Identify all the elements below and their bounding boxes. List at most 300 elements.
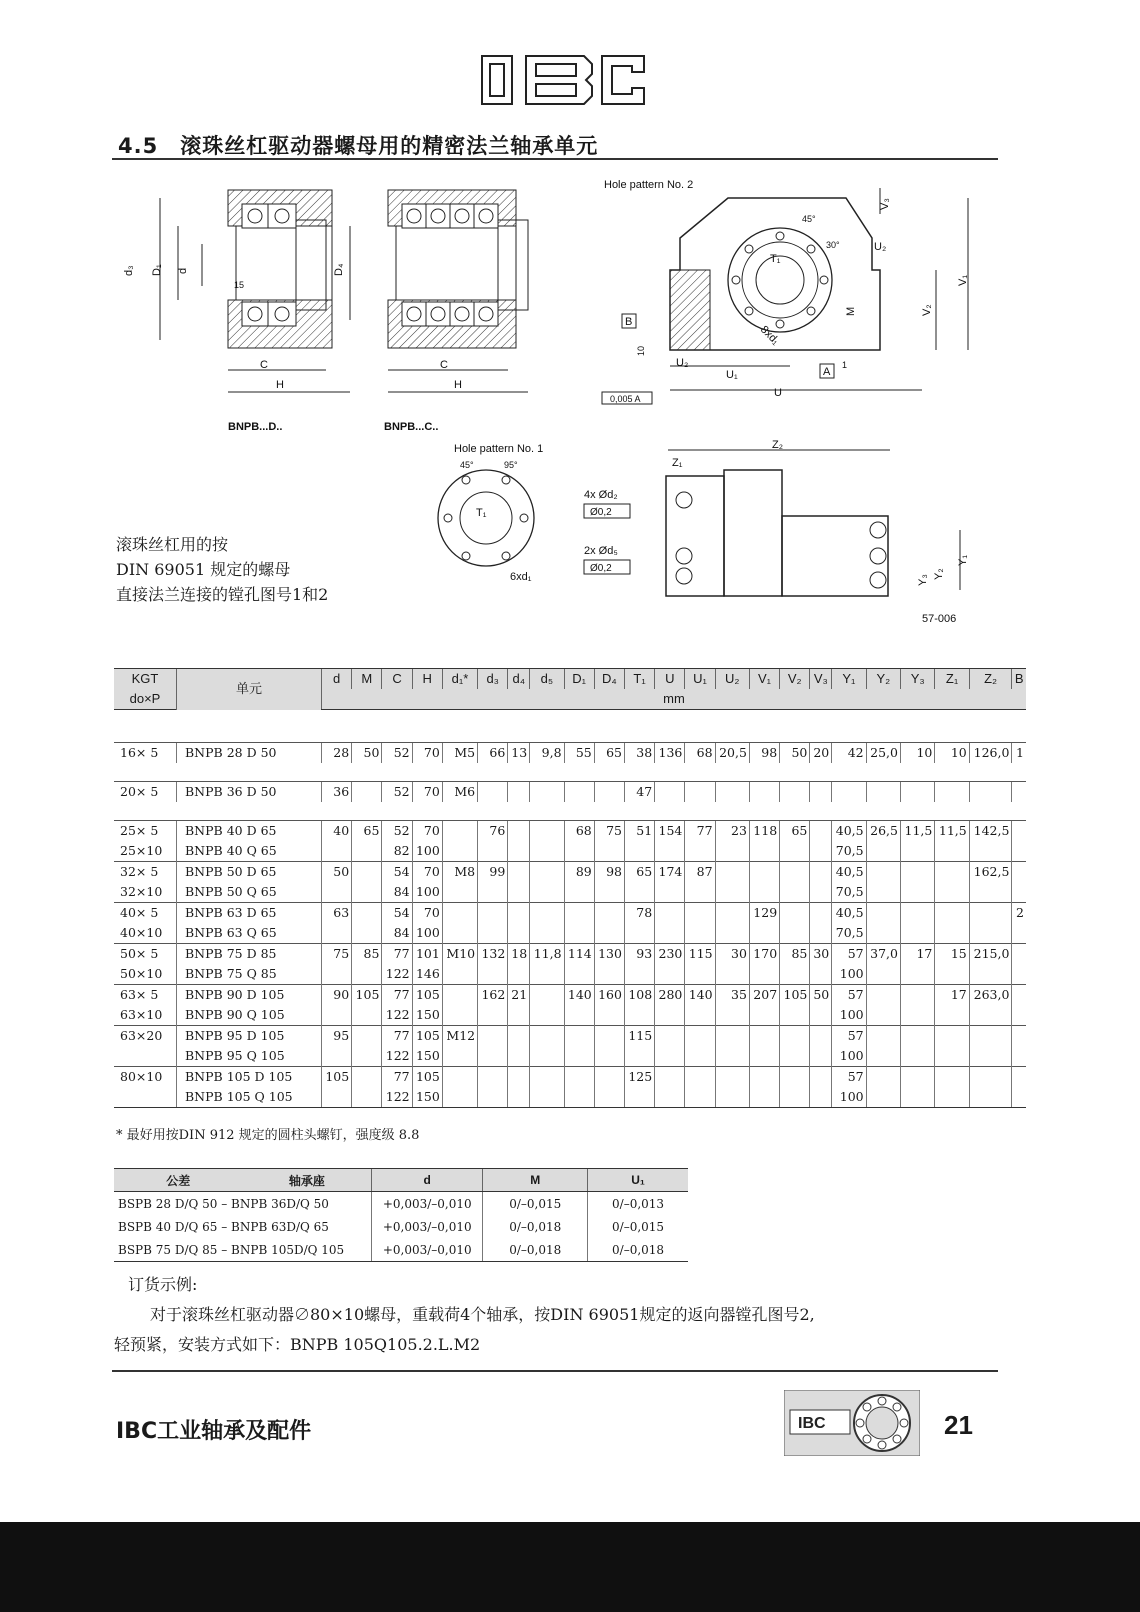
table-cell [900, 1087, 934, 1108]
table-cell [900, 1026, 934, 1047]
tol-cell: +0,003/–0,010 [372, 1192, 483, 1216]
col-header: D₁ [564, 669, 594, 690]
table-cell [594, 1005, 624, 1026]
col-header: M [352, 669, 382, 690]
drawing-housing-top [584, 439, 969, 625]
cell-unit: BNPB 75 D 85 [177, 944, 322, 965]
cell-kgt: 32× 5 [114, 862, 177, 883]
table-cell [935, 923, 969, 944]
table-cell: 150 [412, 1046, 442, 1067]
svg-text:Hole pattern No. 2: Hole pattern No. 2 [604, 179, 694, 191]
tol-cell: 0/–0,015 [483, 1192, 588, 1216]
table-cell [655, 1005, 685, 1026]
table-cell [969, 964, 1012, 985]
table-cell: 75 [322, 944, 352, 965]
table-row [114, 964, 1026, 985]
table-cell [900, 1067, 934, 1088]
svg-text:Ø0,2: Ø0,2 [590, 507, 612, 518]
table-cell [530, 821, 564, 842]
cell-kgt: 32×10 [120, 884, 163, 899]
table-row [114, 821, 1026, 842]
table-cell [594, 903, 624, 924]
svg-text:BNPB...C..: BNPB...C.. [384, 421, 439, 433]
svg-text:45°: 45° [802, 214, 816, 224]
table-cell [900, 923, 934, 944]
table-cell: 77 [382, 985, 412, 1006]
cell-unit: BNPB 95 Q 105 [177, 1046, 322, 1067]
table-spacer-row [114, 763, 1026, 782]
table-cell: 150 [412, 1087, 442, 1108]
table-cell: 100 [412, 882, 442, 903]
table-cell [442, 985, 477, 1006]
table-cell [594, 841, 624, 862]
table-row [114, 862, 1026, 883]
table-cell: 77 [382, 1026, 412, 1047]
table-cell: 150 [412, 1005, 442, 1026]
cell-kgt: 63×10 [120, 1007, 163, 1022]
table-cell [564, 1087, 594, 1108]
table-cell: 105 [780, 985, 810, 1006]
table-cell [810, 1026, 832, 1047]
table-cell [866, 1087, 900, 1108]
table-cell [564, 964, 594, 985]
table-spacer-row [114, 802, 1026, 821]
table-cell [810, 1005, 832, 1026]
table-cell: M10 [442, 944, 477, 965]
table-cell: 77 [382, 944, 412, 965]
table-cell [508, 1067, 530, 1088]
cell-unit: BNPB 90 D 105 [177, 985, 322, 1006]
table-cell [969, 782, 1012, 803]
table-row [114, 1005, 1026, 1026]
table-cell: 70 [412, 903, 442, 924]
cell-unit: BNPB 90 Q 105 [177, 1005, 322, 1026]
table-cell [624, 841, 654, 862]
table-cell [749, 1046, 779, 1067]
table-cell: 54 [382, 862, 412, 883]
table-cell [969, 882, 1012, 903]
svg-text:1: 1 [842, 360, 848, 370]
table-cell [594, 923, 624, 944]
table-cell [685, 1087, 715, 1108]
table-cell: 50 [322, 862, 352, 883]
table-cell [508, 1046, 530, 1067]
table-cell [352, 1067, 382, 1088]
table-cell [594, 782, 624, 803]
table-cell [442, 1067, 477, 1088]
table-cell [866, 882, 900, 903]
table-cell [655, 1046, 685, 1067]
table-cell [478, 782, 508, 803]
table-cell: 76 [478, 821, 508, 842]
table-cell [935, 1026, 969, 1047]
table-cell: 95 [322, 1026, 352, 1047]
table-cell: 99 [478, 862, 508, 883]
svg-text:C: C [260, 359, 268, 371]
table-cell: 263,0 [969, 985, 1012, 1006]
cell-kgt: 25× 5 [114, 821, 177, 842]
col-header: V₂ [780, 669, 810, 690]
cell-unit: BNPB 28 D 50 [177, 743, 322, 764]
svg-text:0,005 A: 0,005 A [610, 394, 641, 404]
col-header: Y₁ [832, 669, 866, 690]
table-cell [969, 1046, 1012, 1067]
svg-text:M: M [845, 306, 857, 316]
table-cell [749, 782, 779, 803]
col-kgt: KGT [114, 669, 177, 690]
table-cell [1012, 882, 1026, 903]
ibc-logo [478, 50, 648, 110]
table-cell [866, 923, 900, 944]
table-cell [866, 985, 900, 1006]
table-cell [780, 923, 810, 944]
table-cell [780, 862, 810, 883]
table-cell [478, 964, 508, 985]
table-cell: 207 [749, 985, 779, 1006]
svg-text:V₁: V₁ [957, 274, 969, 286]
table-cell [749, 923, 779, 944]
table-cell [866, 964, 900, 985]
table-row [114, 743, 1026, 764]
svg-text:Y₂: Y₂ [933, 568, 945, 580]
tol-col-m: M [483, 1169, 588, 1192]
table-cell [442, 923, 477, 944]
table-cell [969, 1005, 1012, 1026]
table-cell: 122 [382, 1087, 412, 1108]
table-cell: 52 [382, 782, 412, 803]
table-cell: 215,0 [969, 944, 1012, 965]
svg-text:D₁: D₁ [151, 264, 163, 276]
tol-cell: 0/–0,018 [483, 1215, 588, 1238]
table-cell [478, 1026, 508, 1047]
page-number: 21 [944, 1410, 973, 1440]
table-cell [1012, 821, 1026, 842]
table-cell [935, 964, 969, 985]
table-cell [442, 882, 477, 903]
table-cell [478, 1087, 508, 1108]
cell-kgt: 80×10 [114, 1067, 177, 1088]
table-cell [685, 1067, 715, 1088]
table-cell [715, 841, 749, 862]
footer-logo-text: IBC [798, 1415, 826, 1432]
table-cell: 70 [412, 782, 442, 803]
svg-text:95°: 95° [504, 460, 518, 470]
table-cell [685, 903, 715, 924]
table-cell [352, 964, 382, 985]
table-cell: 28 [322, 743, 352, 764]
svg-text:H: H [276, 379, 284, 391]
table-cell [564, 882, 594, 903]
col-header: d₄ [508, 669, 530, 690]
table-cell: 105 [412, 1026, 442, 1047]
table-cell: 50 [780, 743, 810, 764]
drawing-bnpb-c [384, 190, 528, 433]
footer-rule [112, 1370, 998, 1372]
table-cell: 36 [322, 782, 352, 803]
table-cell [478, 1005, 508, 1026]
table-cell: 47 [624, 782, 654, 803]
table-cell: 126,0 [969, 743, 1012, 764]
svg-text:D₄: D₄ [333, 263, 345, 276]
table-cell [866, 841, 900, 862]
table-cell [442, 1005, 477, 1026]
table-cell [1012, 1026, 1026, 1047]
table-cell [969, 903, 1012, 924]
table-cell: 82 [382, 841, 412, 862]
table-cell [900, 1005, 934, 1026]
table-cell: 25,0 [866, 743, 900, 764]
table-cell [935, 1046, 969, 1067]
col-header: Y₃ [900, 669, 934, 690]
svg-text:U₂: U₂ [874, 241, 887, 253]
table-row [114, 782, 1026, 803]
col-header: D₄ [594, 669, 624, 690]
table-cell [442, 1046, 477, 1067]
col-header: C [382, 669, 412, 690]
table-cell [969, 841, 1012, 862]
table-cell [352, 782, 382, 803]
table-cell: 13 [508, 743, 530, 764]
tol-col-u1: U₁ [588, 1169, 688, 1192]
table-cell [749, 841, 779, 862]
drawing-bnpb-d [123, 190, 350, 433]
table-cell: 11,5 [900, 821, 934, 842]
table-cell [685, 1026, 715, 1047]
table-cell: 125 [624, 1067, 654, 1088]
table-cell [935, 882, 969, 903]
table-cell [564, 1067, 594, 1088]
table-cell [530, 903, 564, 924]
table-cell [749, 1087, 779, 1108]
cell-unit: BNPB 105 D 105 [177, 1067, 322, 1088]
drawing-housing-front [602, 179, 969, 404]
table-cell [935, 903, 969, 924]
col-header: V₃ [810, 669, 832, 690]
table-cell: 38 [624, 743, 654, 764]
table-cell [564, 1026, 594, 1047]
table-cell [655, 782, 685, 803]
tol-row [114, 1238, 688, 1262]
tol-cell: 0/–0,018 [483, 1238, 588, 1262]
table-cell: 114 [564, 944, 594, 965]
table-cell [685, 1005, 715, 1026]
table-cell: 98 [594, 862, 624, 883]
table-cell [810, 821, 832, 842]
table-cell [866, 1046, 900, 1067]
table-cell: 20 [810, 743, 832, 764]
table-cell [508, 1026, 530, 1047]
table-cell [969, 1026, 1012, 1047]
tol-header-row [114, 1169, 688, 1192]
cell-unit: BNPB 36 D 50 [177, 782, 322, 803]
table-cell [866, 862, 900, 883]
table-cell [810, 841, 832, 862]
table-cell [810, 923, 832, 944]
tol-col-housing: 轴承座 [243, 1169, 372, 1192]
col-header: Z₁ [935, 669, 969, 690]
table-cell [780, 1005, 810, 1026]
table-cell [715, 1026, 749, 1047]
col-header: B [1012, 669, 1026, 690]
tolerance-table [114, 1168, 688, 1262]
cell-unit: BNPB 63 D 65 [177, 903, 322, 924]
cell-kgt: 40× 5 [114, 903, 177, 924]
table-cell [564, 782, 594, 803]
table-cell: 55 [564, 743, 594, 764]
table-cell [594, 1087, 624, 1108]
table-cell: 132 [478, 944, 508, 965]
table-cell: 140 [564, 985, 594, 1006]
tol-cell-type: BSPB 75 D/Q 85 – BNPB 105D/Q 105 [114, 1238, 372, 1262]
table-footnote: * 最好用按DIN 912 规定的圆柱头螺钉，强度级 8.8 [116, 1128, 420, 1143]
table-cell [810, 782, 832, 803]
table-cell: 17 [900, 944, 934, 965]
cell-unit: BNPB 75 Q 85 [177, 964, 322, 985]
svg-text:4x Ød₂: 4x Ød₂ [584, 489, 618, 501]
table-cell [655, 1087, 685, 1108]
table-cell [655, 1067, 685, 1088]
table-cell: 146 [412, 964, 442, 985]
table-cell [715, 923, 749, 944]
table-cell [866, 1005, 900, 1026]
table-cell [530, 1046, 564, 1067]
table-cell [900, 882, 934, 903]
table-cell: 230 [655, 944, 685, 965]
footer-logo [784, 1390, 920, 1456]
table-cell [594, 1046, 624, 1067]
table-cell [530, 1087, 564, 1108]
table-cell: 170 [749, 944, 779, 965]
table-cell: 57 [832, 944, 866, 965]
table-cell: 65 [624, 862, 654, 883]
svg-text:d: d [177, 267, 189, 274]
drawing-hole-pattern-1 [438, 443, 543, 583]
cell-unit: BNPB 40 D 65 [177, 821, 322, 842]
table-cell [715, 1005, 749, 1026]
table-row [114, 985, 1026, 1006]
figure-note-line-3: 直接法兰连接的镗孔图号1和2 [116, 585, 329, 604]
svg-text:V₂: V₂ [921, 304, 933, 316]
table-cell: 136 [655, 743, 685, 764]
table-cell [478, 1067, 508, 1088]
table-cell: 122 [382, 1046, 412, 1067]
table-cell [624, 882, 654, 903]
table-cell: 84 [382, 882, 412, 903]
table-cell [780, 782, 810, 803]
table-cell [594, 1067, 624, 1088]
table-cell [935, 782, 969, 803]
table-cell [1012, 923, 1026, 944]
table-cell [685, 964, 715, 985]
table-cell [780, 1026, 810, 1047]
table-cell [322, 882, 352, 903]
table-cell [866, 1067, 900, 1088]
table-cell [832, 782, 866, 803]
col-header: T₁ [624, 669, 654, 690]
table-cell: 154 [655, 821, 685, 842]
table-cell: 2 [1012, 903, 1026, 924]
svg-text:U: U [774, 387, 782, 399]
table-cell: 280 [655, 985, 685, 1006]
col-header: U [655, 669, 685, 690]
table-cell: 68 [685, 743, 715, 764]
table-spacer-row [114, 710, 1026, 743]
table-cell [508, 1087, 530, 1108]
table-cell: 101 [412, 944, 442, 965]
svg-text:U₂: U₂ [676, 357, 689, 369]
svg-text:T₁: T₁ [476, 507, 487, 519]
table-cell: 100 [832, 1046, 866, 1067]
table-cell [900, 862, 934, 883]
table-cell [935, 1087, 969, 1108]
table-cell [900, 841, 934, 862]
table-cell [1012, 782, 1026, 803]
table-row [114, 1067, 1026, 1088]
table-header-row-1 [114, 669, 1026, 690]
table-cell: M8 [442, 862, 477, 883]
cell-unit: BNPB 95 D 105 [177, 1026, 322, 1047]
dimension-table [114, 668, 1026, 1108]
table-cell: 30 [810, 944, 832, 965]
table-cell: 100 [832, 1087, 866, 1108]
table-cell: 70 [412, 862, 442, 883]
table-cell: 70 [412, 821, 442, 842]
table-cell [352, 1026, 382, 1047]
table-cell: 70,5 [832, 882, 866, 903]
tol-col-d: d [372, 1169, 483, 1192]
table-cell: 40,5 [832, 821, 866, 842]
title-rule [112, 158, 998, 160]
table-cell: 105 [352, 985, 382, 1006]
table-cell [1012, 841, 1026, 862]
table-cell: 160 [594, 985, 624, 1006]
col-header: d₁* [442, 669, 477, 690]
table-cell: 70,5 [832, 841, 866, 862]
table-cell: 90 [322, 985, 352, 1006]
table-cell: 20,5 [715, 743, 749, 764]
table-cell: M12 [442, 1026, 477, 1047]
table-cell [508, 821, 530, 842]
table-cell [969, 1087, 1012, 1108]
table-cell [715, 862, 749, 883]
table-cell: 52 [382, 743, 412, 764]
table-cell [655, 964, 685, 985]
table-cell [810, 882, 832, 903]
table-cell [866, 1026, 900, 1047]
table-cell [780, 1067, 810, 1088]
svg-text:BNPB...D..: BNPB...D.. [228, 421, 283, 433]
table-cell: 9,8 [530, 743, 564, 764]
table-cell [715, 1067, 749, 1088]
table-cell [530, 1067, 564, 1088]
table-cell: 75 [594, 821, 624, 842]
table-row [114, 1087, 1026, 1108]
table-cell: 142,5 [969, 821, 1012, 842]
table-cell [685, 782, 715, 803]
table-cell [1012, 862, 1026, 883]
table-cell: 65 [352, 821, 382, 842]
table-row [114, 944, 1026, 965]
col-header: d₅ [530, 669, 564, 690]
svg-text:57-006: 57-006 [922, 613, 957, 625]
tol-cell: +0,003/–0,010 [372, 1215, 483, 1238]
col-header: U₂ [715, 669, 749, 690]
table-cell [478, 882, 508, 903]
table-cell: 37,0 [866, 944, 900, 965]
table-cell [508, 882, 530, 903]
table-cell [1012, 1087, 1026, 1108]
table-cell [969, 1067, 1012, 1088]
